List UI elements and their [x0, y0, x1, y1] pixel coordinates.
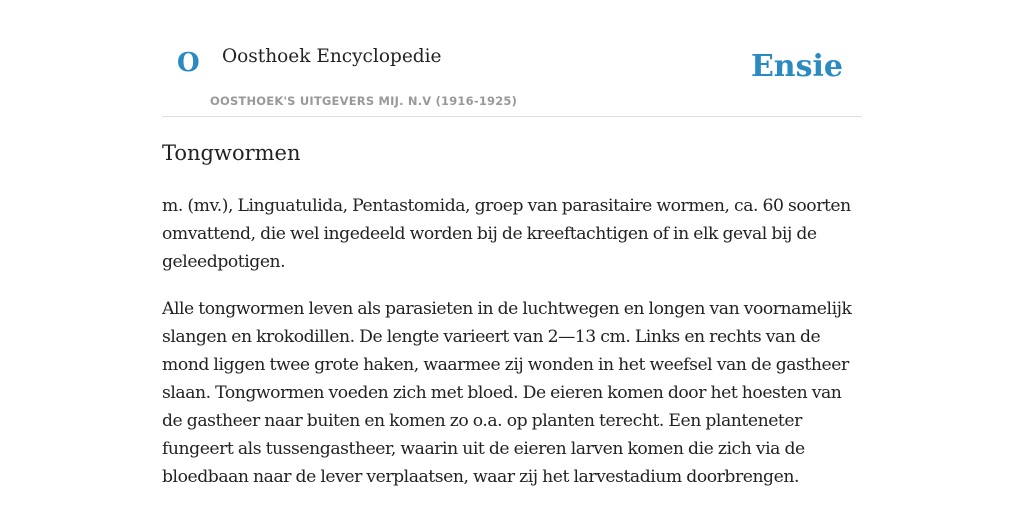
entry-body — [162, 192, 862, 510]
page-header — [162, 0, 862, 117]
publication-title[interactable]: Oosthoek Encyclopedie — [222, 46, 442, 67]
publication-logo[interactable]: O — [177, 48, 200, 78]
entry-title: Tongwormen — [162, 141, 301, 165]
brand-logo[interactable]: Ensie — [750, 49, 843, 84]
entry-paragraph: Alle tongwormen leven als parasieten in de luchtwegen en longen van voornamelijk slangen en krokodillen. De lengte varieert van 2—13 cm. Links en rechts van de mond liggen twee grote haken, waarmee zij wonden in het weefsel van de gastheer slaan. Tongwormen voeden zich met bloed. De eieren komen door het hoesten van de gastheer naar buiten en komen zo o.a. op planten terecht. Een planteneter fungeert als tussengastheer, waarin uit de eieren larven komen die zich via de bloedbaan naar de lever verplaatsen, waar zij het larvestadium doorbrengen. — [162, 299, 852, 487]
content-container — [162, 0, 862, 487]
entry-paragraph: m. (mv.), Linguatulida, Pentastomida, groep van parasitaire wormen, ca. 60 soorten omvattend, die wel ingedeeld worden bij de kreeftachtigen of in elk geval bij de geleedpotigen. — [162, 196, 851, 272]
publisher-subtitle[interactable]: OOSTHOEK'S UITGEVERS MIJ. N.V (1916-1925) — [210, 94, 518, 108]
